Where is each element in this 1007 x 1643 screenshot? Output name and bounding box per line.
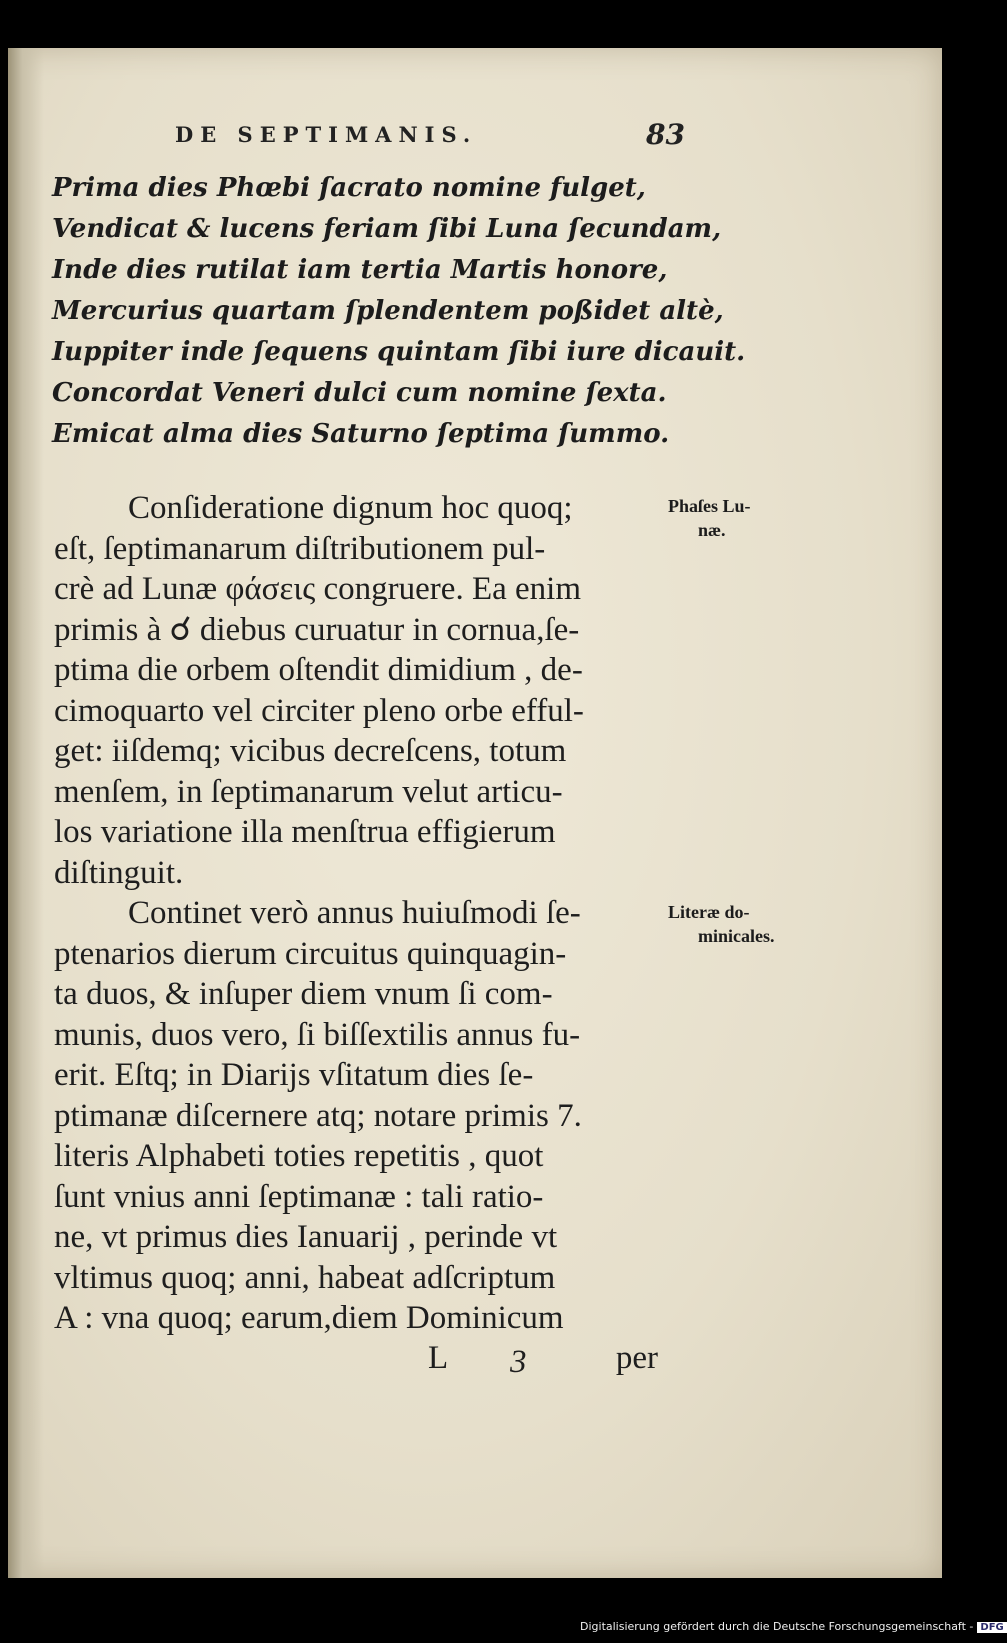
page-number: 83: [646, 118, 685, 151]
verse-line: Prima dies Phœbi ſacrato nomine fulget,: [52, 173, 646, 203]
text-line: ptima die orbem oſtendit dimidium , de-: [54, 652, 583, 688]
signature-mark: L: [428, 1340, 449, 1376]
verse-line: Inde dies rutilat iam tertia Martis honore,: [52, 255, 668, 285]
text-line: eſt, ſeptimanarum diſtributionem pul-: [54, 530, 546, 567]
text-line: ne, vt primus dies Ianuarij , perinde vt: [54, 1219, 558, 1255]
margin-note-line: minicales.: [698, 926, 775, 946]
text-line: diſtinguit.: [54, 854, 184, 891]
running-head-title: DE SEPTIMANIS.: [175, 122, 478, 147]
text-line: los variatione illa menſtrua effigierum: [54, 814, 556, 850]
verse-line: Iuppiter inde ſequens quintam ſibi iure dicauit.: [52, 337, 746, 367]
text-line: vltimus quoq; anni, habeat adſcriptum: [54, 1259, 556, 1296]
verse-line: Vendicat & lucens feriam ſibi Luna ſecundam,: [52, 214, 722, 244]
verse-line: Concordat Veneri dulci cum nomine ſexta.: [52, 378, 667, 408]
page-gutter: [8, 48, 44, 1578]
verse-block: [52, 168, 746, 455]
text-line: ptimanæ diſcernere atq; notare primis 7.: [54, 1097, 582, 1134]
text-line: munis, duos vero, ſi biſſextilis annus fu-: [54, 1016, 581, 1053]
catchline: [420, 1340, 690, 1380]
signature-number: 3: [510, 1344, 527, 1380]
verse-line: Emicat alma dies Saturno ſeptima ſummo.: [52, 419, 670, 449]
margin-note-line: næ.: [698, 520, 726, 540]
verse-line: Mercurius quartam ſplendentem poßidet altè,: [52, 296, 724, 326]
margin-note-literae: [668, 900, 808, 948]
running-head: [145, 118, 685, 158]
text-line: ta duos, & inſuper diem vnum ſi com-: [54, 976, 553, 1012]
text-line: get: iiſdemq; vicibus decreſcens, totum: [54, 733, 567, 769]
margin-note-line: Phaſes Lu-: [668, 496, 751, 516]
text-line: A : vna quoq; earum,diem Dominicum: [54, 1300, 564, 1336]
text-line: cimoquarto vel circiter pleno orbe efful-: [54, 692, 584, 729]
text-line: Conſideratione dignum hoc quoq;: [128, 490, 573, 526]
text-line: literis Alphabeti toties repetitis , quot: [54, 1138, 544, 1174]
text-line: erit. Eſtq; in Diarijs vſitatum dies ſe-: [54, 1057, 534, 1093]
footer-text: Digitalisierung gefördert durch die Deutsche Forschungsgemeinschaft -: [580, 1620, 974, 1633]
text-line: Continet verò annus huiuſmodi ſe-: [128, 895, 581, 931]
text-line: menſem, in ſeptimanarum velut articu-: [54, 773, 563, 810]
digitization-footer: [580, 1620, 1004, 1638]
text-line: crè ad Lunæ φάσεις congruere. Ea enim: [54, 571, 581, 607]
dfg-logo: DFG: [977, 1622, 1006, 1633]
text-line: ptenarios dierum circuitus quinquagin-: [54, 935, 567, 972]
text-line: ſunt vnius anni ſeptimanæ : tali ratio-: [54, 1178, 544, 1215]
margin-note-phases: [668, 494, 808, 542]
margin-note-line: Literæ do-: [668, 902, 750, 922]
text-line: primis à ☌ diebus curuatur in cornua,ſe-: [54, 611, 580, 648]
body-text: [54, 488, 674, 1339]
catchword: per: [615, 1340, 658, 1376]
